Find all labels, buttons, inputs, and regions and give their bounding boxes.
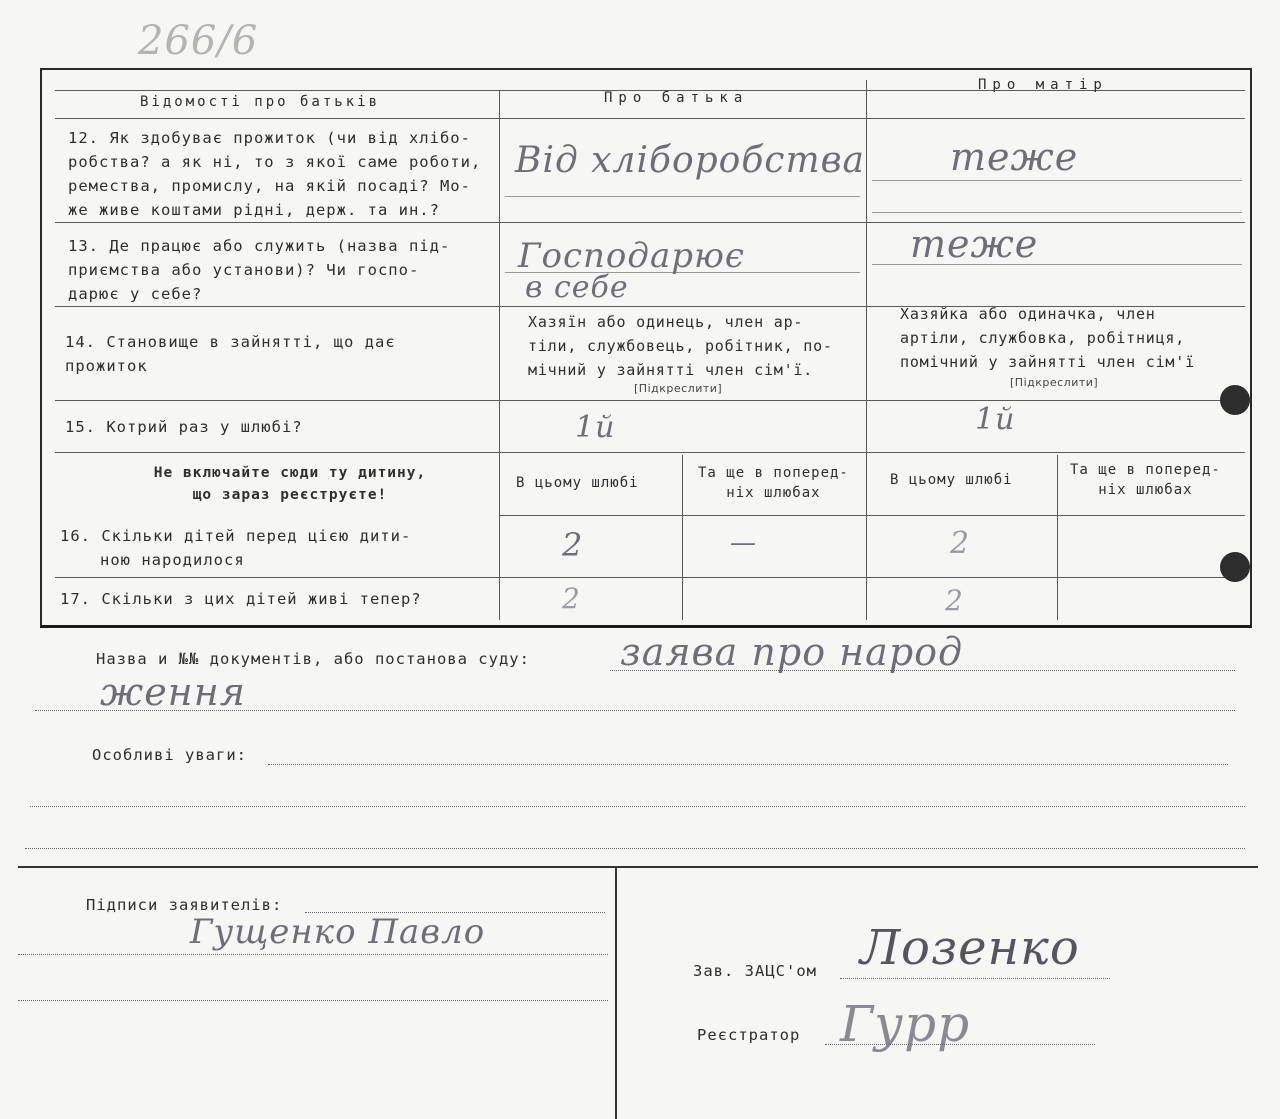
answer-line-m12a [872, 180, 1242, 181]
father-prev-marriages: Та ще в поперед- ніх шлюбах [698, 465, 849, 501]
header-about-father: Про батька [604, 90, 749, 106]
binder-hole-bottom [1220, 552, 1250, 582]
exclusion-note: Не включайте сюди ту дитину, що зараз реєструєте! [153, 465, 427, 503]
answer-15-father: 1й [575, 410, 616, 445]
answer-line-m12b [872, 212, 1242, 213]
applicants-line-2 [18, 954, 608, 955]
question-13: 13. Де працює або служить (назва під- приємства або установи)? Чи госпо- дарює у себе? [68, 237, 451, 303]
answer-16-mother-this: 2 [950, 526, 971, 561]
head-line [840, 978, 1110, 979]
row-16-line [55, 577, 1245, 578]
underline-note-mother: [Підкреслити] [1010, 376, 1099, 389]
answer-13-mother: теже [910, 222, 1039, 266]
documents-line-2 [35, 710, 1235, 711]
documents-line-1 [610, 670, 1235, 671]
binder-hole-top [1220, 385, 1250, 415]
question-17: 17. Скільки з цих дітей живі тепер? [60, 590, 422, 608]
registrar-line [825, 1044, 1095, 1045]
registrar-signature: Гурр [840, 995, 971, 1053]
remarks-line-3 [25, 848, 1245, 849]
signature-section-top [18, 866, 1258, 868]
options-14-mother: Хазяйка або одиначка, член артіли, службовка, робітниця, помічний у зайнятті член сім'ї [900, 305, 1195, 371]
options-14-father: Хазяїн або одинець, член ар- тіли, службовець, робітник, по- мічний у зайнятті член сім'ї. [528, 313, 833, 379]
remarks-line-1 [268, 764, 1228, 765]
head-label: Зав. ЗАЦС'ом [693, 962, 817, 980]
col-divider-1 [499, 90, 500, 620]
header-about-mother: Про матір [978, 77, 1108, 93]
answer-16-father-prev: — [730, 528, 757, 558]
archive-number: 266/6 [138, 18, 259, 64]
documents-label: Назва и №№ документів, або постанова суду: [96, 650, 530, 668]
answer-12-mother: теже [950, 135, 1079, 179]
row-15-line [55, 452, 1245, 453]
mother-prev-marriages: Та ще в поперед- ніх шлюбах [1070, 462, 1221, 498]
answer-13-father-line1: Господарює [518, 236, 745, 276]
col-divider-father-sub [682, 455, 683, 620]
documents-value-line1: заява про народ [620, 630, 964, 674]
answer-16-father-this: 2 [562, 526, 584, 564]
applicants-label: Підписи заявителів: [86, 896, 283, 914]
remarks-label: Особливі уваги: [92, 746, 247, 764]
answer-12-father: Від хліборобства [515, 140, 866, 181]
answer-line-f12 [505, 196, 860, 197]
head-signature: Лозенко [860, 920, 1080, 976]
signature-section-divider [615, 866, 617, 1119]
answer-15-mother: 1й [975, 402, 1016, 437]
applicants-line-3 [18, 1000, 608, 1001]
mother-this-marriage: В цьому шлюбі [890, 472, 1013, 488]
answer-17-mother-this: 2 [945, 584, 964, 617]
col-divider-mother-sub [1057, 455, 1058, 620]
header-parents-info: Відомості про батьків [140, 94, 381, 110]
header-bottom-line [55, 118, 1245, 119]
col-divider-2 [866, 80, 867, 620]
question-12: 12. Як здобуває прожиток (чи від хлібо- робства? а як ні, то з якої саме роботи, ремества, промислу, на якій посаді? Мо- же живе коштами рідні, держ. та ин.? [68, 129, 482, 219]
question-16: 16. Скільки дітей перед цією дити- ною народилося [60, 527, 412, 569]
remarks-line-2 [30, 806, 1245, 807]
applicants-signature: Гущенко Павло [190, 912, 486, 952]
registrar-label: Реєстратор [697, 1026, 801, 1044]
documents-value-line2: ження [100, 670, 246, 714]
underline-note-father: [Підкреслити] [634, 382, 723, 395]
note-row-line [499, 515, 1245, 516]
question-14: 14. Становище в зайнятті, що дає прожиток [65, 333, 396, 375]
question-15: 15. Котрий раз у шлюбі? [65, 418, 303, 436]
father-this-marriage: В цьому шлюбі [516, 475, 639, 491]
answer-13-father-line2: в себе [525, 270, 629, 305]
row-12-line [55, 222, 1245, 223]
row-14-line [55, 400, 1245, 401]
answer-17-father-this: 2 [562, 582, 581, 615]
